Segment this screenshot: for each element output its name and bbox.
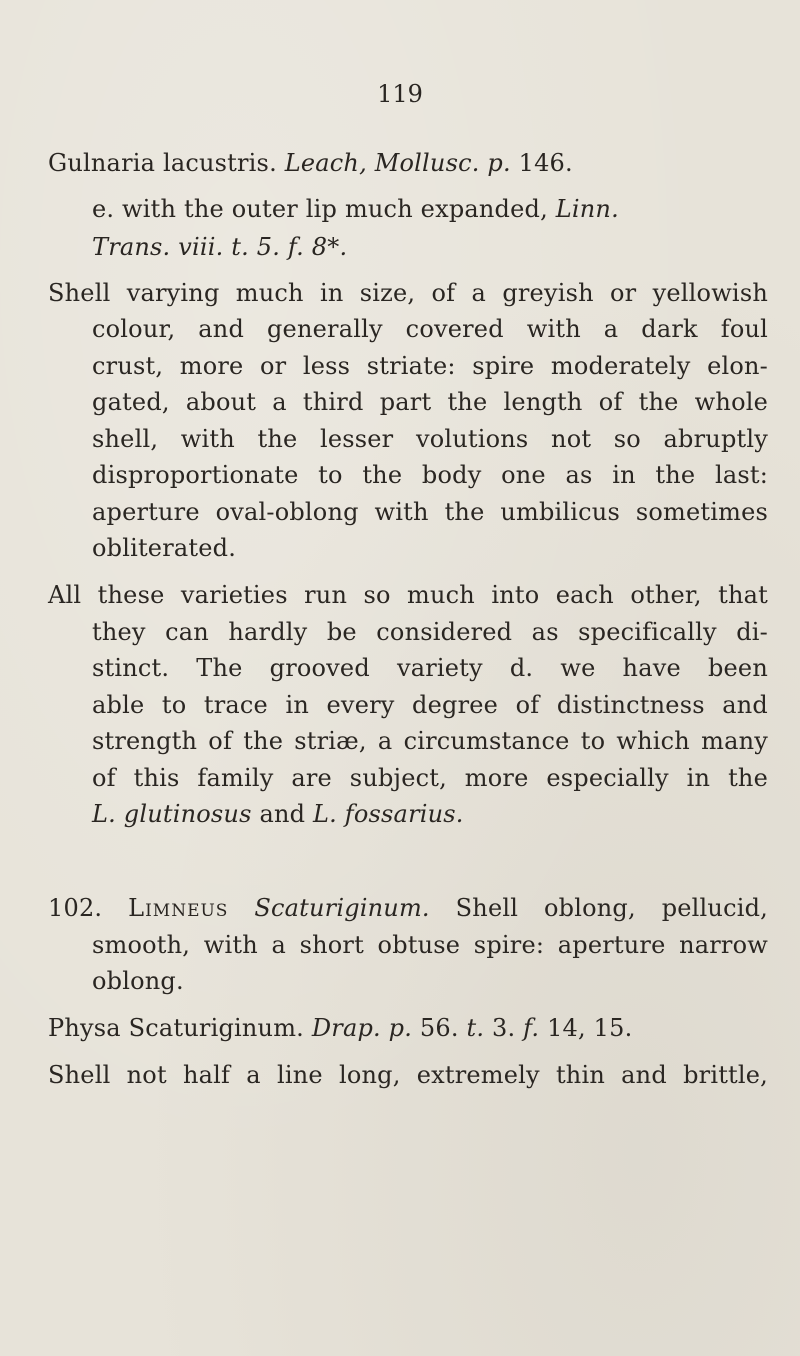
text-run: e. with the outer lip much expanded,: [92, 195, 556, 223]
text-run: gated, about a third part the length of the whole: [92, 388, 768, 416]
italic-text: Linn.: [555, 195, 619, 223]
text-line: [92, 424, 768, 454]
small-caps-text: Limneus: [128, 894, 229, 922]
text-run: obliterated.: [92, 534, 237, 562]
text-run: and: [251, 800, 313, 828]
text-line: [48, 278, 768, 308]
text-run: 3.: [484, 1014, 524, 1042]
text-run: oblong.: [92, 967, 184, 995]
text-run: shell, with the lesser volutions not so abruptly: [92, 425, 768, 453]
text-run: Physa Scaturiginum.: [48, 1014, 312, 1042]
text-line: [92, 799, 464, 829]
text-run: colour, and generally covered with a dark foul: [92, 315, 768, 343]
text-line: [92, 387, 768, 417]
text-run: aperture oval-oblong with the umbilicus sometimes: [92, 498, 768, 526]
text-line: [92, 497, 768, 527]
text-run: Shell oblong, pellucid,: [429, 894, 768, 922]
text-run: they can hardly be considered as specifically di-: [92, 618, 768, 646]
text-line: [92, 232, 347, 262]
italic-text: f.: [523, 1014, 540, 1042]
text-line: [48, 1013, 632, 1043]
text-run: 146.: [510, 149, 573, 177]
text-run: 56.: [412, 1014, 467, 1042]
text-line: [48, 893, 768, 923]
text-line: [92, 930, 768, 960]
text-line: [92, 690, 768, 720]
italic-text: L. fossarius.: [313, 800, 464, 828]
text-line: [92, 726, 768, 756]
text-line: [92, 617, 768, 647]
italic-text: Leach, Mollusc. p.: [284, 149, 511, 177]
text-line: [92, 533, 236, 563]
text-line: [48, 148, 573, 178]
italic-text: Trans. viii. t. 5. f. 8*.: [92, 233, 348, 261]
text-run: of this family are subject, more especially in the: [92, 764, 768, 792]
italic-text: Scaturiginum.: [254, 894, 430, 922]
text-line: [92, 653, 768, 683]
text-line: [92, 966, 184, 996]
text-run: crust, more or less striate: spire moderately elon-: [92, 352, 768, 380]
text-line: [48, 580, 768, 610]
italic-text: Drap. p.: [311, 1014, 413, 1042]
text-line: [92, 351, 768, 381]
text-line: [48, 1060, 768, 1090]
text-run: stinct. The grooved variety d. we have been: [92, 654, 768, 682]
text-run: [228, 894, 254, 922]
text-run: Gulnaria lacustris.: [48, 149, 285, 177]
text-line: [92, 763, 768, 793]
italic-text: L. glutinosus: [92, 800, 252, 828]
text-run: disproportionate to the body one as in the last:: [92, 461, 768, 489]
text-run: Shell not half a line long, extremely thin and brittle,: [48, 1061, 768, 1089]
text-run: smooth, with a short obtuse spire: aperture narrow: [92, 931, 768, 959]
text-run: Shell varying much in size, of a greyish or yellowish: [48, 279, 768, 307]
italic-text: t.: [466, 1014, 485, 1042]
text-run: All these varieties run so much into each other, that: [48, 581, 768, 609]
text-run: 102.: [48, 894, 129, 922]
text-line: [92, 460, 768, 490]
text-run: 14, 15.: [539, 1014, 633, 1042]
text-line: [92, 314, 768, 344]
text-run: strength of the striæ, a circumstance to which many: [92, 727, 768, 755]
text-line: [92, 194, 619, 224]
text-run: able to trace in every degree of distinctness and: [92, 691, 768, 719]
page-number: 119: [377, 80, 423, 108]
